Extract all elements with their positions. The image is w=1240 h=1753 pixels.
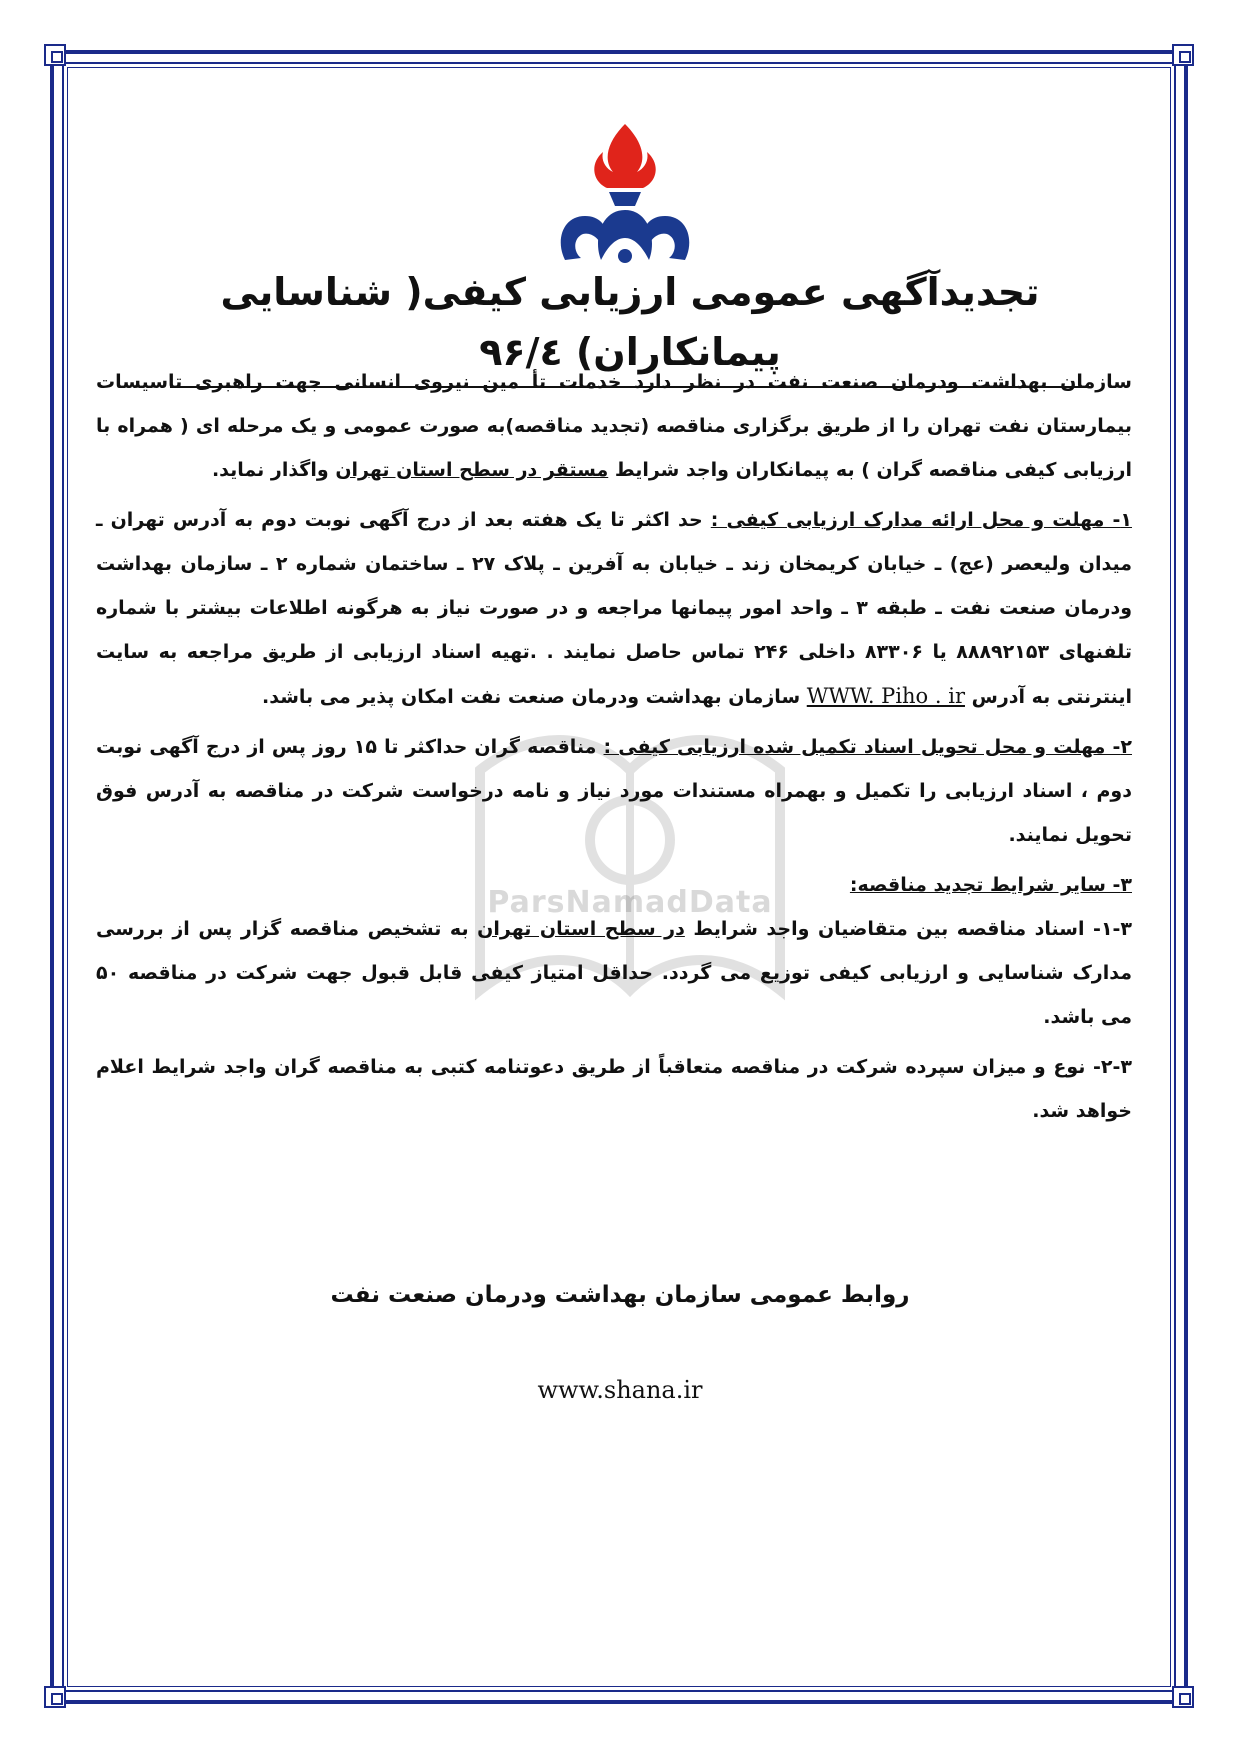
section-1-heading: ۱- مهلت و محل ارائه مدارک ارزیابی کیفی : [710, 509, 1132, 531]
section-1: ۱- مهلت و محل ارائه مدارک ارزیابی کیفی : حد اکثر تا یک هفته بعد از درج آگهی نوبت دوم به آدرس تهران ـ میدان ولیعصر (عج) ـ خیابان کریمخان زند ـ خیابان به آفرین ـ پلاک ۲۷ ـ ساختمان شماره ۲ ـ سازمان بهداشت ودرمان صنعت نفت ـ طبقه ۳ ـ واحد امور پیمانها مراجعه و در صورت نیاز به هرگونه اطلاعات بیشتر با شماره تلفنهای ۸۸۸۹۲۱۵۳ یا ۸۳۳۰۶ داخلی ۲۴۶ تماس حاصل نمایند . .تهیه اسناد ارزیابی از طریق مراجعه به سایت اینترنتی به آدرس WWW. Piho . ir سازمان بهداشت ودرمان صنعت نفت امکان پذیر می باشد. [96, 509, 1132, 708]
intro-paragraph: سازمان بهداشت ودرمان صنعت نفت در نظر دارد خدمات تأ مین نیروی انسانی جهت راهبری تاسیسات بیمارستان نفت تهران را از طریق برگزاری مناقصه (تجدید مناقصه)به صورت عمومی و یک مرحله ای ( همراه با ارزیابی کیفی مناقصه گران ) به پیمانکاران واجد شرایط مستقر در سطح استان تهران واگذار نماید. [96, 371, 1132, 481]
location-requirement: مستقر در سطح استان تهران [335, 459, 609, 481]
footer-website-link[interactable]: www.shana.ir [537, 1376, 703, 1404]
watermark-brand-text: ParsNamadData [487, 885, 773, 920]
section-2-heading: ۲- مهلت و محل تحویل اسناد تکمیل شده ارزیابی کیفی : [603, 736, 1132, 758]
signature-public-relations: روابط عمومی سازمان بهداشت ودرمان صنعت نفت [330, 1282, 910, 1308]
item-1-location: در سطح استان تهران [477, 918, 685, 940]
border-corner-bottom-right [1172, 1686, 1194, 1708]
section-3-item-1: ۱-۳- اسناد مناقصه بین متقاضیان واجد شرایط در سطح استان تهران به تشخیص مناقصه گزار پس از بررسی مدارک شناسایی و ارزیابی کیفی توزیع می گردد. حداقل امتیاز کیفی قابل قبول جهت شرکت در مناقصه ۵۰ می باشد. [96, 918, 1133, 1028]
announcement-body [96, 360, 1132, 1139]
section-2: ۲- مهلت و محل تحویل اسناد تکمیل شده ارزیابی کیفی : مناقصه گران حداکثر تا ۱۵ روز پس از درج آگهی نوبت دوم ، اسناد ارزیابی را تکمیل و بهمراه مستندات مورد نیاز و نامه درخواست شرکت در مناقصه به آدرس فوق تحویل نمایند. [96, 736, 1132, 846]
border-corner-top-left [44, 44, 66, 66]
border-corner-bottom-left [44, 1686, 66, 1708]
piho-website-link[interactable]: WWW. Piho . ir [806, 684, 965, 708]
document-title: تجدیدآگهی عمومی ارزیابی کیفی( شناسایی پیمانکاران) ۹۶/٤ [170, 262, 1090, 388]
oil-company-logo [545, 120, 705, 270]
border-corner-top-right [1172, 44, 1194, 66]
section-3-heading: ۳- سایر شرایط تجدید مناقصه: [849, 874, 1132, 896]
section-3-item-2: ۲-۳- نوع و میزان سپرده شرکت در مناقصه متعاقباً از طریق دعوتنامه کتبی به مناقصه گران واجد شرایط اعلام خواهد شد. [96, 1056, 1132, 1122]
section-3 [96, 863, 1132, 907]
